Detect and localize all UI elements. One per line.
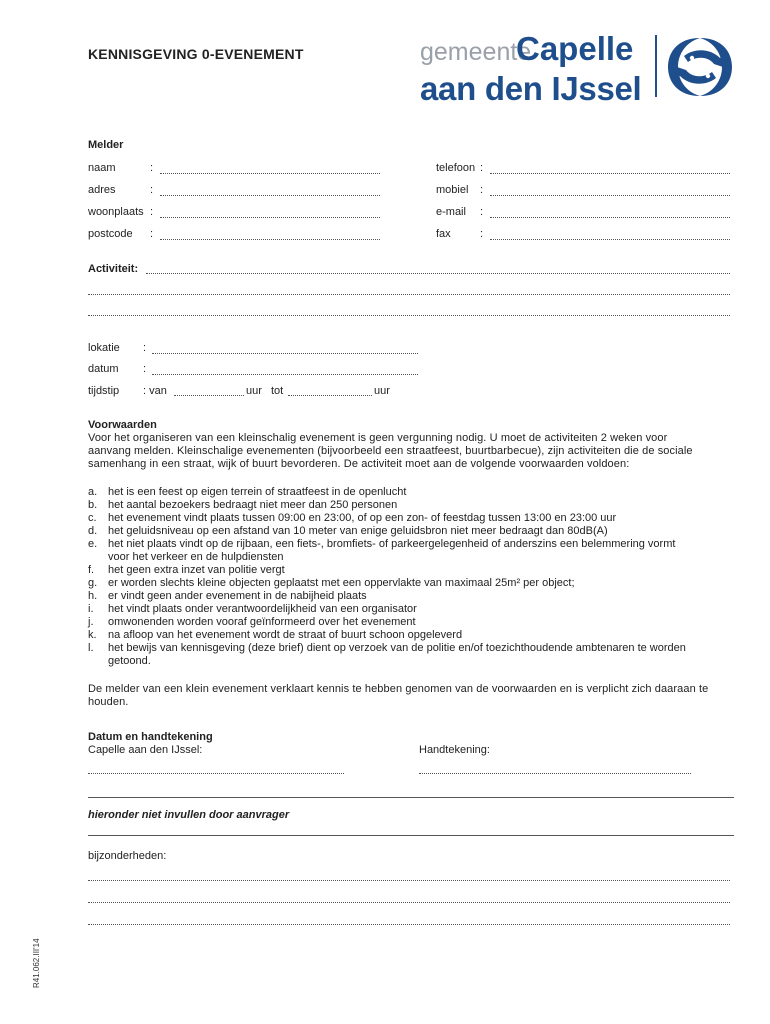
date-input-line[interactable]	[88, 773, 344, 774]
list-text: er worden slechts kleine objecten geplaatst met een oppervlakte van maximaal 25m² per object;	[108, 577, 575, 589]
lokatie-input-line[interactable]	[152, 353, 418, 354]
postcode-input-line[interactable]	[160, 239, 380, 240]
list-item	[88, 642, 738, 668]
list-item	[88, 512, 738, 525]
list-text: omwonenden worden vooraf geïnformeerd over het evenement	[108, 616, 416, 628]
logo-text-capelle: Capelle	[516, 30, 634, 67]
list-text: het aantal bezoekers bedraagt niet meer dan 250 personen	[108, 499, 398, 511]
list-item	[88, 486, 738, 499]
signature-heading: Datum en handtekening	[88, 731, 213, 743]
woonplaats-input-line[interactable]	[160, 217, 380, 218]
field-colon: :	[480, 162, 484, 174]
tijdstip-van-label: : van	[143, 385, 167, 397]
logo-text-aan-den-ijssel: aan den IJssel	[420, 70, 642, 107]
voorwaarden-heading: Voorwaarden	[88, 419, 157, 431]
bijzonderheden-line-3[interactable]	[88, 924, 730, 925]
divider-bottom	[88, 835, 734, 836]
list-letter: j.	[88, 616, 94, 628]
closing-line: houden.	[88, 696, 129, 708]
field-label: adres	[88, 184, 116, 196]
field-colon: :	[150, 162, 154, 174]
conditions-list	[88, 486, 738, 668]
intro-line: Voor het organiseren van een kleinschalig evenement is geen vergunning nodig. U moet de activiteiten 2 weken voor	[88, 432, 668, 444]
bijzonderheden-line-2[interactable]	[88, 902, 730, 903]
logo-divider	[655, 35, 657, 97]
list-letter: l.	[88, 642, 94, 654]
adres-input-line[interactable]	[160, 195, 380, 196]
intro-line: samenhang in een straat, wijk of buurt bevorderen. De activiteit moet aan de volgende voorwaarden voldoen:	[88, 458, 630, 470]
closing-statement	[88, 683, 738, 709]
field-label: telefoon	[436, 162, 476, 174]
list-item	[88, 603, 738, 616]
field-colon: :	[150, 228, 154, 240]
form-title: KENNISGEVING 0-EVENEMENT	[88, 46, 304, 62]
list-text: het bewijs van kennisgeving (deze brief) dient op verzoek van de politie en/of toezichthoudende ambtenaren te worden	[108, 642, 686, 654]
tijdstip-van-input-line[interactable]	[174, 395, 244, 396]
field-colon: :	[150, 206, 154, 218]
email-input-line[interactable]	[490, 217, 730, 218]
list-text: er vindt geen ander evenement in de nabijheid plaats	[108, 590, 367, 602]
field-colon: :	[143, 342, 147, 354]
list-text: het geen extra inzet van politie vergt	[108, 564, 285, 576]
bijzonderheden-line-1[interactable]	[88, 880, 730, 881]
list-item	[88, 629, 738, 642]
field-label: woonplaats	[88, 206, 144, 218]
handtekening-label: Handtekening:	[419, 744, 490, 756]
list-item	[88, 577, 738, 590]
activiteit-label: Activiteit:	[88, 263, 139, 275]
field-label: naam	[88, 162, 116, 174]
field-label: lokatie	[88, 342, 120, 354]
list-item	[88, 590, 738, 603]
tijdstip-tot-label: tot	[271, 385, 284, 397]
list-letter: h.	[88, 590, 98, 602]
list-text: het evenement vindt plaats tussen 09:00 en 23:00, of op een zon- of feestdag tussen 13:00 en 23:00 uur	[108, 512, 617, 524]
intro-line: aanvang melden. Kleinschalige evenementen (bijvoorbeeld een straatfeest, buurtbarbecue), zijn activiteiten die de sociale	[88, 445, 693, 457]
fish-emblem-icon	[664, 34, 736, 100]
melder-heading: Melder	[88, 139, 124, 151]
naam-input-line[interactable]	[160, 173, 380, 174]
list-text: getoond.	[108, 655, 151, 667]
field-label: mobiel	[436, 184, 469, 196]
list-letter: f.	[88, 564, 95, 576]
list-item	[88, 564, 738, 577]
list-text: het vindt plaats onder verantwoordelijkheid van een organisator	[108, 603, 417, 615]
form-code: R41.062.III'14	[32, 938, 41, 988]
list-text: na afloop van het evenement wordt de straat of buurt schoon opgeleverd	[108, 629, 463, 641]
datum-input-line[interactable]	[152, 374, 418, 375]
activiteit-input-line-3[interactable]	[88, 315, 730, 316]
closing-line: De melder van een klein evenement verklaart kennis te hebben genomen van de voorwaarden en is verplicht zich daaraan te	[88, 683, 709, 695]
field-colon: :	[480, 228, 484, 240]
tijdstip-uur2-label: uur	[374, 385, 390, 397]
office-notice: hieronder niet invullen door aanvrager	[88, 809, 290, 821]
fax-input-line[interactable]	[490, 239, 730, 240]
field-colon: :	[480, 206, 484, 218]
list-item	[88, 525, 738, 538]
tijdstip-uur-label: uur	[246, 385, 262, 397]
list-letter: a.	[88, 486, 98, 498]
list-text: het geluidsniveau op een afstand van 10 meter van enige geluidsbron niet meer bedraagt dan 80dB(A)	[108, 525, 608, 537]
voorwaarden-intro	[88, 432, 738, 471]
list-item	[88, 499, 738, 512]
list-text: het is een feest op eigen terrein of straatfeest in de openlucht	[108, 486, 407, 498]
bijzonderheden-label: bijzonderheden:	[88, 850, 167, 862]
field-colon: :	[480, 184, 484, 196]
divider-top	[88, 797, 734, 798]
list-text: voor het verkeer en de hulpdiensten	[108, 551, 284, 563]
field-label: e-mail	[436, 206, 466, 218]
tijdstip-tot-input-line[interactable]	[288, 395, 372, 396]
list-item	[88, 616, 738, 629]
list-letter: d.	[88, 525, 98, 537]
mobiel-input-line[interactable]	[490, 195, 730, 196]
field-label: postcode	[88, 228, 133, 240]
list-letter: e.	[88, 538, 98, 550]
list-letter: k.	[88, 629, 97, 641]
list-item	[88, 538, 738, 564]
signature-input-line[interactable]	[419, 773, 691, 774]
field-label: datum	[88, 363, 119, 375]
list-letter: i.	[88, 603, 94, 615]
field-colon: :	[143, 363, 147, 375]
list-letter: g.	[88, 577, 98, 589]
activiteit-input-line-1[interactable]	[146, 273, 730, 274]
list-letter: b.	[88, 499, 98, 511]
list-text: het niet plaats vindt op de rijbaan, een fiets-, bromfiets- of parkeergelegenheid of anderszins een belemmering vormt	[108, 538, 676, 550]
place-label: Capelle aan den IJssel:	[88, 744, 203, 756]
field-colon: :	[150, 184, 154, 196]
field-label: tijdstip	[88, 385, 120, 397]
logo-text-gemeente: gemeente	[420, 38, 532, 66]
field-label: fax	[436, 228, 451, 240]
list-letter: c.	[88, 512, 97, 524]
telefoon-input-line[interactable]	[490, 173, 730, 174]
activiteit-input-line-2[interactable]	[88, 294, 730, 295]
